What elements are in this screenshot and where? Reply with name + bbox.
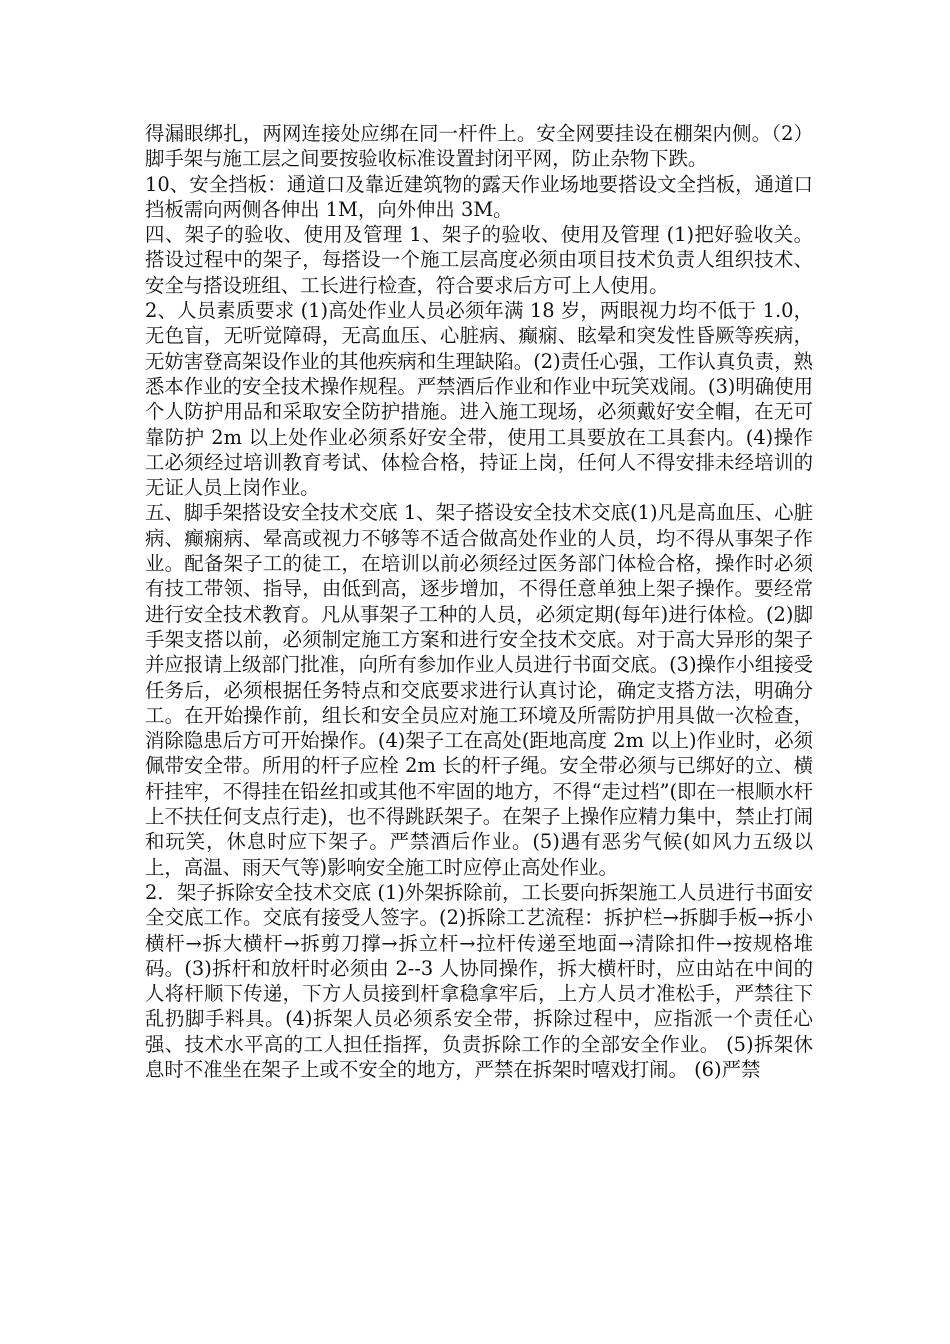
paragraph-section-five-erection: 五、脚手架搭设安全技术交底 1、架子搭设安全技术交底(1)凡是高血压、心脏病、癫痫病、晕高或视力不够等不适合做高处作业的人员，均不得从事架子作业。配备架子工的徒工，在培训以前必须经过医务部门体检合格，操作时必须有技工带领、指导，由低到高，逐步增加，不得任意单独上架子操作。要经常进行安全技术教育。凡从事架子工种的人员，必须定期(每年)进行体检。(2)脚手架支搭以前，必须制定施工方案和进行安全技术交底。对于高大异形的架子并应报请上级部门批准，向所有参加作业人员进行书面交底。(3)操作小组接受任务后，必须根据任务特点和交底要求进行认真讨论，确定支搭方法，明确分工。在开始操作前，组长和安全员应对施工环境及所需防护用具做一次检查，消除隐患后方可开始操作。(4)架子工在高处(距地高度 2m 以上)作业时，必须佩带安全带。所用的杆子应栓 2m 长的杆子绳。安全带必须与已绑好的立、横杆挂牢，不得挂在铅丝扣或其他不牢固的地方，不得“走过档”(即在一根顺水杆上不扶任何支点行走)，也不得跳跃架子。在架子上操作应精力集中，禁止打闹和玩笑，休息时应下架子。严禁酒后作业。(5)遇有恶劣气候(如风力五级以上，高温、雨天气等)影响安全施工时应停止高处作业。 bbox=[145, 501, 813, 879]
document-body bbox=[145, 121, 813, 1082]
paragraph-personnel-requirements: 2、人员素质要求 (1)高处作业人员必须年满 18 岁，两眼视力均不低于 1.0，无色盲，无听觉障碍，无高血压、心脏病、癫痫、眩晕和突发性昏厥等疾病，无妨害登高架设作业的其他疾病和生理缺陷。(2)责任心强，工作认真负责，熟悉本作业的安全技术操作规程。严禁酒后作业和作业中玩笑戏闹。(3)明确使用个人防护用品和采取安全防护措施。进入施工现场，必须戴好安全帽，在无可靠防护 2m 以上处作业必须系好安全带，使用工具要放在工具套内。(4)操作工必须经过培训教育考试、体检合格，持证上岗，任何人不得安排未经培训的无证人员上岗作业。 bbox=[145, 299, 813, 500]
paragraph-dismantling: 2．架子拆除安全技术交底 (1)外架拆除前，工长要向拆架施工人员进行书面安全交底工作。交底有接受人签字。(2)拆除工艺流程：拆护栏→拆脚手板→拆小横杆→拆大横杆→拆剪刀撑→拆立杆→拉杆传递至地面→清除扣件→按规格堆码。(3)拆杆和放杆时必须由 2--3 人协同操作，拆大横杆时，应由站在中间的人将杆顺下传递，下方人员接到杆拿稳拿牢后，上方人员才准松手，严禁往下乱扔脚手料具。(4)拆架人员必须系安全带，拆除过程中，应指派一个责任心强、技术水平高的工人担任指挥，负责拆除工作的全部安全作业。 (5)拆架休息时不准坐在架子上或不安全的地方，严禁在拆架时嘻戏打闹。 (6)严禁 bbox=[145, 880, 813, 1081]
paragraph-safety-net: 得漏眼绑扎，两网连接处应绑在同一杆件上。安全网要挂设在棚架内侧。（2）脚手架与施工层之间要按验收标准设置封闭平网，防止杂物下跌。 bbox=[145, 122, 813, 171]
paragraph-safety-baffle: 10、安全挡板：通道口及靠近建筑物的露天作业场地要搭设文全挡板，通道口挡板需向两侧各伸出 1M，向外伸出 3M。 bbox=[145, 172, 813, 221]
paragraph-section-four-acceptance: 四、架子的验收、使用及管理 1、架子的验收、使用及管理 (1)把好验收关。搭设过程中的架子，每搭设一个施工层高度必须由项目技术负责人组织技术、安全与搭设班组、工长进行检查，符合要求后方可上人使用。 bbox=[145, 223, 813, 297]
